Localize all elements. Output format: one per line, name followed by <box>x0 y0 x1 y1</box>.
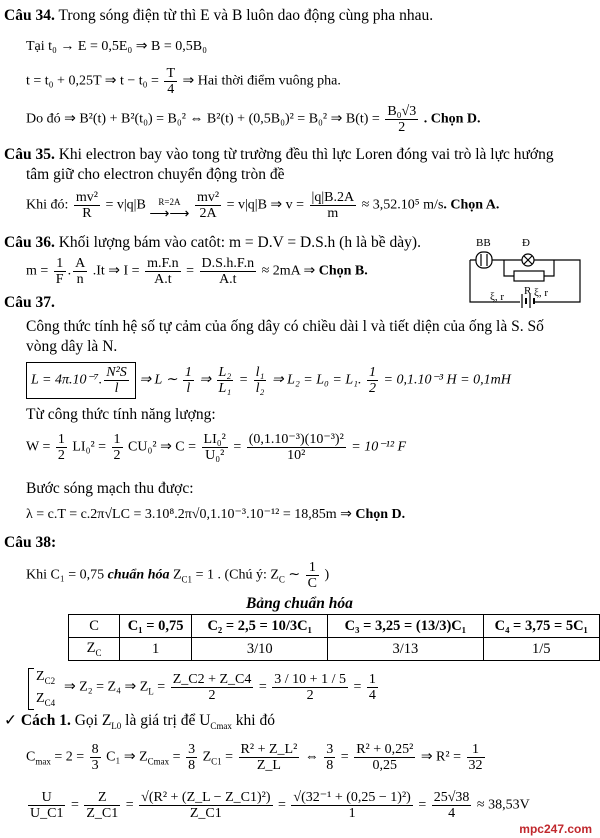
num: mv² <box>75 190 98 205</box>
method1-text-sub: L0 <box>111 721 122 732</box>
q37-energy-intro: Từ công thức tính năng lượng: <box>26 406 216 423</box>
q37-frac-c <box>254 365 267 396</box>
num: mv² <box>196 190 220 205</box>
num: 1 <box>113 432 121 447</box>
table-cell: C₃ = 3,25 = (13/3)C₁ <box>328 615 483 638</box>
q36-eq-a: m = <box>26 263 49 279</box>
q37-eq-c: = <box>238 372 249 388</box>
cm-a-sub: max <box>35 756 51 767</box>
table-cell: 1 <box>120 638 192 661</box>
cm-f: = <box>225 749 234 765</box>
resistor <box>514 271 544 281</box>
row-head: Z <box>86 640 96 657</box>
num: 3 / 10 + 1 / 5 <box>274 672 346 687</box>
arrow-label: R=2A <box>158 196 181 207</box>
den: Z_C1 <box>189 806 222 821</box>
cm-frac2 <box>186 742 197 773</box>
q36-frac3 <box>145 256 181 287</box>
table-cell: C <box>69 615 120 638</box>
q37-wfrac1 <box>56 432 67 463</box>
cm-c: C₁ ⇒ Z <box>106 749 148 765</box>
q37-eq-e: = 0,1.10⁻³ H = 0,1mH <box>383 372 511 388</box>
cm-d: = <box>172 749 181 765</box>
num: B₀√3 <box>387 104 417 119</box>
u-e: ≈ 38,53V <box>476 797 530 813</box>
cm-a: C <box>26 749 36 765</box>
u-frac2 <box>84 790 120 821</box>
q37-frac-d <box>367 365 378 396</box>
table-cell: C₁ = 0,75 <box>120 615 192 638</box>
system-bracket <box>28 668 34 710</box>
q38-khi-norm: chuẩn hóa <box>107 567 170 583</box>
box-text: L = 4π.10⁻⁷. <box>31 372 103 388</box>
q36-frac2 <box>73 256 87 287</box>
q35-intro <box>4 146 554 164</box>
q38-khi-frac <box>306 560 319 591</box>
num: T <box>166 66 175 81</box>
den: 2 <box>369 381 377 396</box>
q37-w-e: = 10⁻¹² F <box>351 439 407 455</box>
table-cell: 1/5 <box>483 638 599 661</box>
num: 1 <box>184 365 192 380</box>
den: l₂ <box>255 381 265 396</box>
q34-choose: . Chọn D. <box>423 111 481 127</box>
table-cell: C₂ = 2,5 = 10/3C₁ <box>192 615 328 638</box>
q38-khi-b-sub: C1 <box>181 574 193 585</box>
num: A <box>75 256 86 271</box>
u-frac3 <box>139 790 272 821</box>
den: 3 <box>91 758 99 773</box>
q38-sys2 <box>36 690 55 712</box>
den: n <box>76 272 84 287</box>
den: U₀² <box>205 448 225 463</box>
cm-h: = <box>340 749 349 765</box>
q37-frac-b <box>217 365 234 396</box>
den: 8 <box>188 758 196 773</box>
num: N²S <box>106 365 127 380</box>
q36-label: Câu 36. <box>4 234 55 251</box>
num: 1 <box>54 256 66 272</box>
q36-frac1 <box>54 256 66 287</box>
num: √(32⁻¹ + (0,25 − 1)²) <box>293 790 411 805</box>
watermark: mpc247.com <box>519 822 592 836</box>
q38-voltage <box>26 790 530 821</box>
den: U_C1 <box>30 806 64 821</box>
den: R <box>82 206 92 221</box>
den: m <box>327 206 339 221</box>
sys-a-sub: L <box>148 686 154 697</box>
den: 32 <box>468 758 483 773</box>
den: 2A <box>199 206 217 221</box>
q34-l3a: Do đó ⇒ B²(t) + B²(t₀) = B₀² ⇔ B²(t) + (0,5B₀)² = B₀² ⇒ B(t) = <box>26 111 380 127</box>
den: A.t <box>219 272 237 287</box>
q37-wave-intro: Bước sóng mạch thu được: <box>26 480 194 497</box>
sys-d: = <box>353 679 362 695</box>
u-c: = <box>278 797 286 813</box>
q38-cmax <box>26 742 487 773</box>
den: Z_L <box>256 758 281 773</box>
q35-eq-d: ≈ 3,52.10⁵ m/s <box>361 197 444 213</box>
table-row <box>69 615 600 638</box>
u-a: = <box>70 797 79 813</box>
num: D.S.h.F.n <box>201 256 255 271</box>
den: l <box>186 381 191 396</box>
table-cell <box>69 638 120 661</box>
cm-b: = 2 = <box>54 749 85 765</box>
method1-title: Cách 1. <box>20 712 71 729</box>
den: 4 <box>368 688 376 703</box>
q37-eq-d: ⇒ L₂ = L₀ = L₁. <box>271 372 362 388</box>
den: 4 <box>448 806 456 821</box>
den: l <box>114 381 119 396</box>
cm-frac4 <box>324 742 335 773</box>
num: Z <box>84 790 120 806</box>
q37-label: Câu 37. <box>4 294 55 311</box>
q37-inductance <box>26 362 511 399</box>
q34-text: Trong sóng điện từ thì E và B luôn dao động cùng pha nhau. <box>58 7 434 24</box>
q34-line2 <box>26 66 341 97</box>
q35-frac2 <box>195 190 221 221</box>
q35-text2: tâm giữ cho electron chuyển động tròn đề <box>26 166 285 183</box>
num: 1 <box>467 742 485 758</box>
q37-w-b: LI₀² = <box>72 439 107 455</box>
den: 2 <box>113 448 121 463</box>
u-b: = <box>125 797 134 813</box>
q35-equation <box>26 190 499 221</box>
arrow-glyph: ⟶⟶ <box>149 206 190 222</box>
q37-choose: Chọn D. <box>355 507 406 522</box>
q38-sysfrac1 <box>171 672 254 703</box>
cm-e-sub: C1 <box>211 756 222 767</box>
label-source: ξ, r <box>490 291 505 303</box>
q34-l2b: ⇒ Hai thời điểm vuông pha. <box>182 73 341 89</box>
q38-khi-b: Z <box>172 567 182 583</box>
num: LI₀² <box>203 432 226 447</box>
sys-a: ⇒ Z₂ = Z₄ ⇒ Z <box>64 679 149 695</box>
q38-khi-a: Khi C₁ = 0,75 <box>26 567 105 583</box>
q38-khi <box>26 560 329 591</box>
q37-eq-b: ⇒ <box>199 372 212 388</box>
cm-i: ⇒ R² = <box>420 749 461 765</box>
q38-khi-e: ) <box>324 567 330 583</box>
den: 8 <box>326 758 334 773</box>
den: F <box>55 272 64 287</box>
den: 4 <box>167 82 175 97</box>
u-frac1 <box>28 790 65 821</box>
q37-eq-a: ⇒ L ∼ <box>139 372 178 388</box>
den: 2 <box>208 688 216 703</box>
den: 2 <box>57 448 65 463</box>
den: C <box>307 576 317 591</box>
q36-intro <box>4 234 421 252</box>
q36-eq-c: = <box>186 263 195 279</box>
label-source2: ξ, r <box>534 287 549 299</box>
label-d: Đ <box>522 237 530 249</box>
q37-lambda <box>26 506 405 524</box>
num: |q|B.2A <box>311 190 355 205</box>
den: 0,25 <box>372 758 397 773</box>
q38-sysfrac2 <box>272 672 348 703</box>
q38-method1 <box>4 712 275 735</box>
num: 3 <box>326 742 334 757</box>
q36-choose: Chọn B. <box>318 263 368 279</box>
q34-intro <box>4 7 433 25</box>
q35-choose: . Chọn A. <box>443 197 500 213</box>
q36-eq-d: ≈ 2mA ⇒ <box>261 263 316 279</box>
den: 10² <box>287 448 306 463</box>
u-frac5 <box>432 790 472 821</box>
u-frac4 <box>291 790 412 821</box>
q35-eq-b: = v|q|B <box>105 197 146 213</box>
sys1-sub: C2 <box>44 675 56 686</box>
num: l₁ <box>255 365 265 380</box>
q36-eq-b: .It ⇒ I = <box>92 263 140 279</box>
q38-khi-d: ∼ <box>288 567 301 583</box>
q37-formula-box <box>26 362 136 399</box>
sys-c: = <box>258 679 267 695</box>
q37-text1: Công thức tính hệ số tự cảm của ống dây có chiều dài l và tiết diện của ống là S. Số <box>26 318 544 335</box>
table-cell: 3/10 <box>192 638 328 661</box>
num: m.F.n <box>147 256 179 271</box>
table-cell: C₄ = 3,75 = 5C₁ <box>483 615 599 638</box>
q34-line3 <box>26 104 481 135</box>
q38-table-title: Bảng chuẩn hóa <box>246 595 353 612</box>
q38-label: Câu 38: <box>4 534 57 551</box>
q35-eq-a: Khi đó: <box>26 197 69 213</box>
den: Z_C1 <box>86 806 119 821</box>
method1-text2: là giá trị để U <box>125 712 211 729</box>
cm-e: Z <box>202 749 212 765</box>
q34-frac-t4 <box>164 66 177 97</box>
q35-frac1 <box>74 190 100 221</box>
q37-lambda-eq: λ = c.T = c.2π√LC = 3.10⁸.2π√0,1.10⁻³.10⁻¹² = 18,85m ⇒ <box>26 507 352 522</box>
q37-wfrac2 <box>112 432 123 463</box>
label-bb: BB <box>476 237 491 249</box>
q34-line1: Tại t₀ → E = 0,5E₀ ⇒ B = 0,5B₀ <box>26 39 207 54</box>
cm-g: ⇔ <box>304 749 319 765</box>
label-r: R <box>524 285 532 297</box>
q36-equation: m = $\frac{1}{F}$ . $\frac{A}{n}$ .It ⇒ I = $\frac{m.F.n}{A.t}$ = $\frac{D.S.h.F.n}{A.t}$ ≈ 2mA ⇒ Chọn B. <box>26 256 368 287</box>
num: 3 <box>188 742 196 757</box>
q35-arrow <box>149 193 190 222</box>
normalization-table <box>68 614 600 661</box>
q34-l2a: t = t₀ + 0,25T ⇒ t − t₀ = <box>26 73 159 89</box>
table-row <box>69 638 600 661</box>
q34-frac-b0 <box>385 104 418 135</box>
q37-w-a: W = <box>26 439 51 455</box>
method1-text2-sub: Cmax <box>210 721 232 732</box>
q38-zl-equation <box>64 672 380 703</box>
q37-text2: vòng dây là N. <box>26 338 118 355</box>
q35-label: Câu 35. <box>4 146 55 163</box>
q35-frac3 <box>310 190 357 221</box>
den: 2 <box>398 120 406 135</box>
num: 1 <box>369 365 377 380</box>
q38-sysfrac3 <box>367 672 378 703</box>
num: √(R² + (Z_L − Z_C1)²) <box>141 790 271 805</box>
method1-text: Gọi Z <box>74 712 112 729</box>
num: R² + 0,25² <box>356 742 414 757</box>
u-d: = <box>418 797 427 813</box>
sys2: Z <box>36 691 45 706</box>
check-icon: ✓ <box>4 712 17 729</box>
cm-c-sub: Cmax <box>147 756 170 767</box>
cm-frac3 <box>239 742 300 773</box>
box-frac <box>104 365 129 396</box>
q36-text: Khối lượng bám vào catôt: m = D.V = D.S.h (h là bề dày). <box>58 234 421 251</box>
q37-frac-a <box>183 365 194 396</box>
q38-khi-c-sub: C <box>278 574 285 585</box>
cm-frac1 <box>90 742 101 773</box>
q35-eq-c: = v|q|B ⇒ v = <box>226 197 305 213</box>
num: 25√38 <box>433 790 470 805</box>
table-cell: 3/13 <box>328 638 483 661</box>
num: Z_C2 + Z_C4 <box>172 672 252 687</box>
row-head-sub: C <box>95 647 102 658</box>
q38-khi-c: = 1 . (Chú ý: Z <box>195 567 279 583</box>
sys-b: = <box>157 679 166 695</box>
electrolyte-cell <box>476 252 492 268</box>
method1-text3: khi đó <box>235 712 275 729</box>
den: 2 <box>306 688 314 703</box>
den: 1 <box>348 806 356 821</box>
q34-label: Câu 34. <box>4 7 55 24</box>
den: L₁ <box>218 381 232 396</box>
num: 1 <box>57 432 65 447</box>
q38-sys1 <box>36 668 55 690</box>
q37-wfrac3 <box>202 432 228 463</box>
num: 1 <box>306 560 319 576</box>
sys1: Z <box>36 669 45 684</box>
circuit-diagram <box>460 232 590 310</box>
num: 8 <box>91 742 99 757</box>
q37-w-d: = <box>233 439 242 455</box>
sys2-sub: C4 <box>44 697 56 708</box>
num: U <box>28 790 65 806</box>
cm-frac5 <box>354 742 415 773</box>
q37-wfrac4 <box>247 432 346 463</box>
num: 1 <box>368 672 376 687</box>
den: A.t <box>154 272 172 287</box>
q36-frac4 <box>200 256 257 287</box>
num: (0,1.10⁻³)(10⁻³)² <box>248 432 344 447</box>
num: L₂ <box>218 365 232 380</box>
q37-w-c: CU₀² ⇒ C = <box>128 439 197 455</box>
cm-frac6 <box>467 742 485 773</box>
q37-energy-equation <box>26 432 406 463</box>
q35-text1: Khi electron bay vào tong từ trường đều thì lực Loren đóng vai trò là lực hướng <box>58 146 554 163</box>
num: R² + Z_L² <box>240 742 298 757</box>
